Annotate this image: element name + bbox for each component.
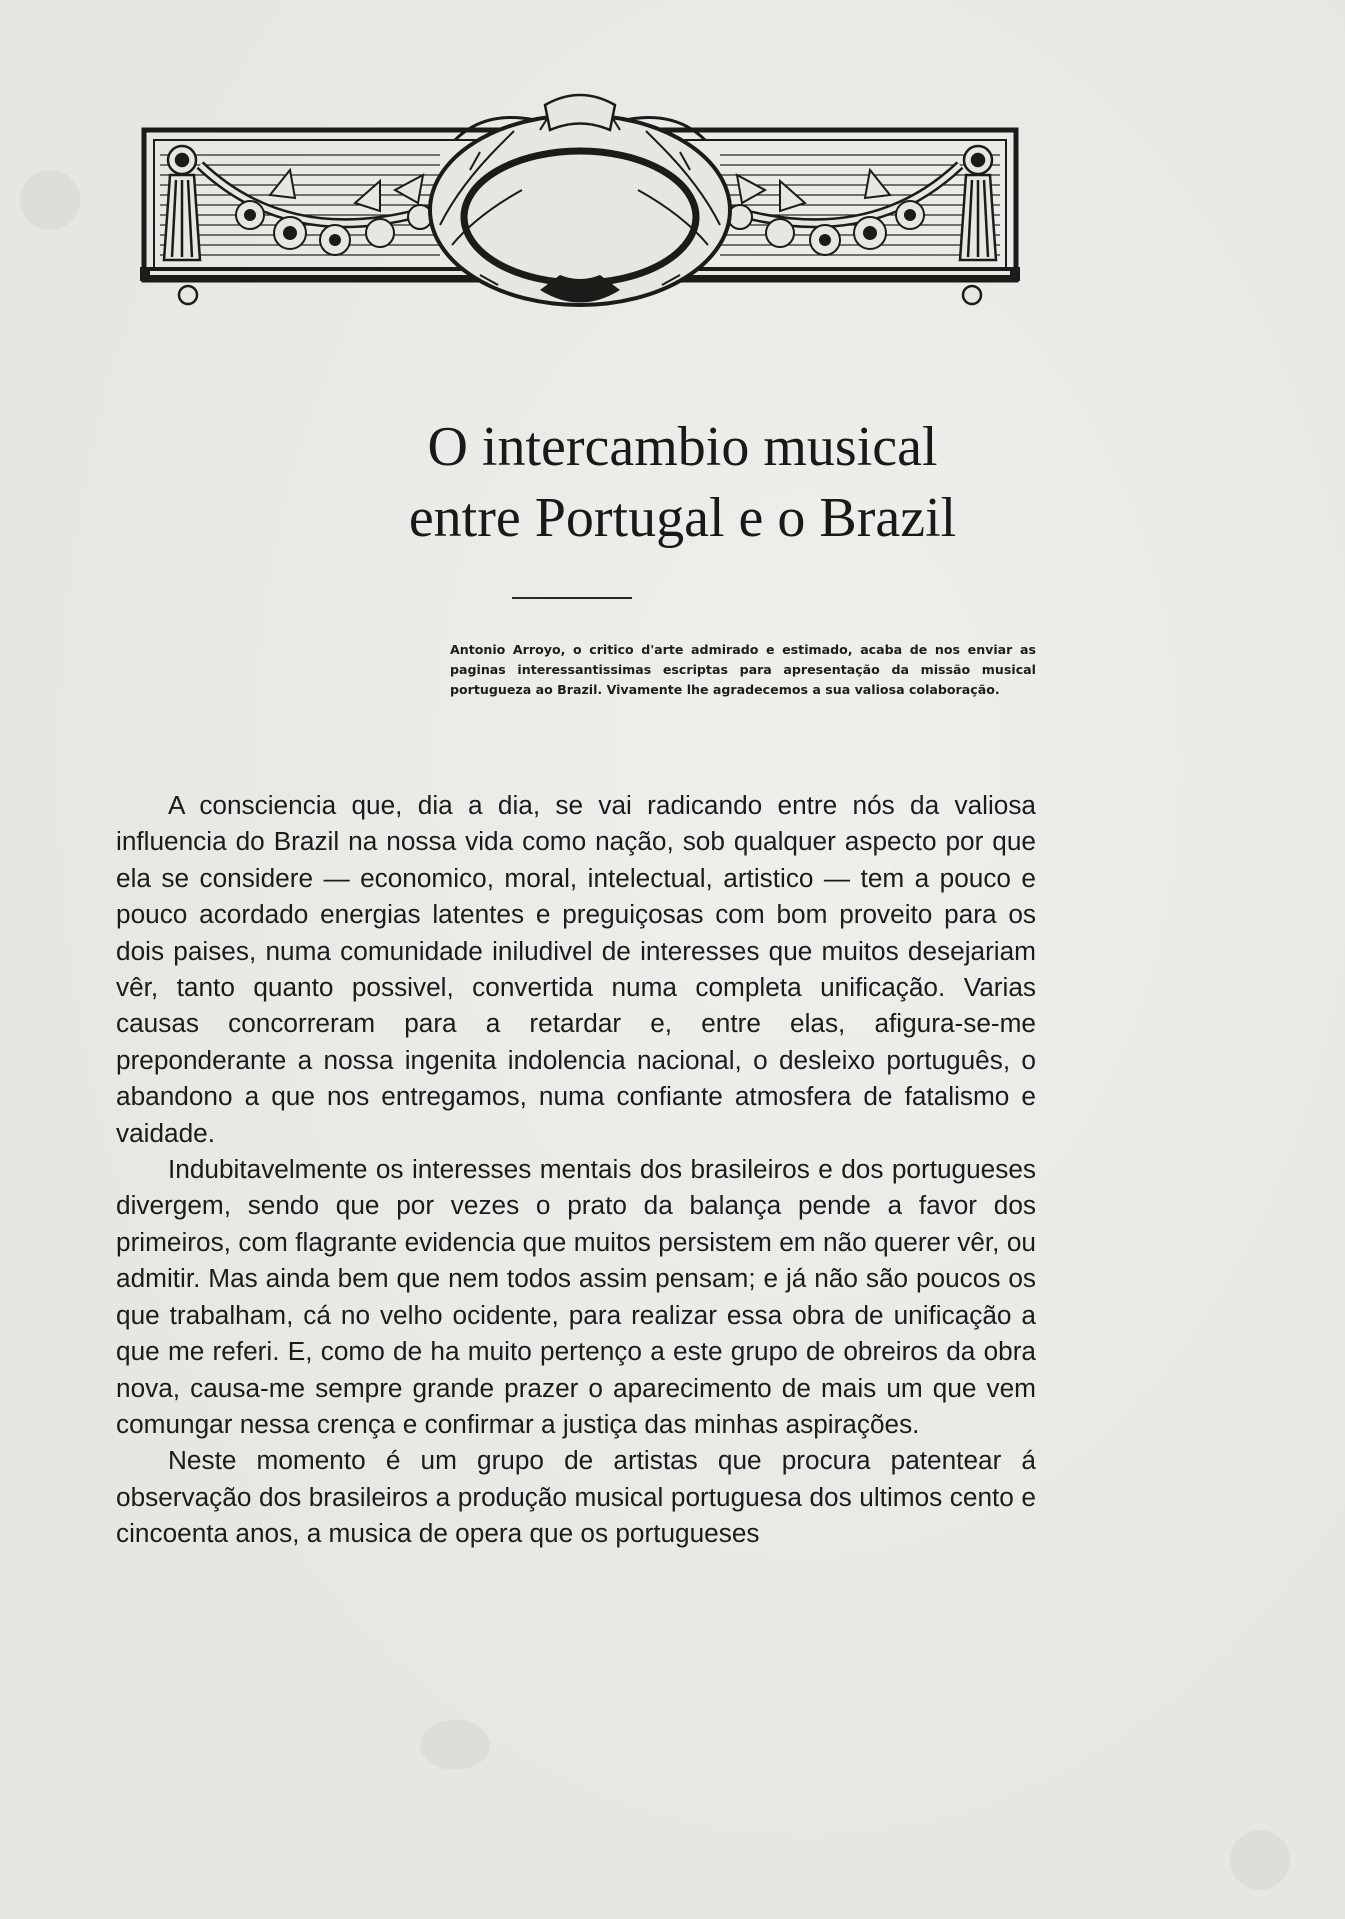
body-paragraph-3: Neste momento é um grupo de artistas que procura patentear á observação dos brasileiros a produção musical portuguesa dos ultimos cento e cincoenta anos, a musica de opera que os portugueses [116,1445,1036,1549]
article-title-line-2: entre Portugal e o Brazil [408,487,957,549]
editorial-intro: Antonio Arroyo, o critico d'arte admirado e estimado, acaba de nos enviar as paginas interessantissimas escriptas para apresentação da missão musical portugueza ao Brazil. Vivamente lhe agradecemos a sua valiosa colaboração. [450,642,1036,697]
body-paragraph-2: Indubitavelmente os interesses mentais dos brasileiros e dos portugueses divergem, sendo que por vezes o prato da balança pende a favor dos primeiros, com flagrante evidencia que muitos persistem em não querer vêr, ou admitir. Mas ainda bem que nem todos assim pensam; e já não são poucos os que trabalham, cá no velho ocidente, para realizar essa obra de unificação a que me referi. E, como de ha muito pertenço a este grupo de obreiros da obra nova, causa-me sempre grande prazer o aparecimento de mais um que vem comungar nessa crença e confirmar a justiça das minhas aspirações. [116,1154,1036,1439]
paper-stain [20,170,80,230]
body-paragraph-1: A consciencia que, dia a dia, se vai radicando entre nós da valiosa influencia do Brazil na nossa vida como nação, sob qualquer aspecto por que ela se considere — economico, moral, intelectual, artistico — tem a pouco e pouco acordado energias latentes e preguiçosas com bom proveito para os dois paises, numa comunidade iniludivel de interesses que muitos desejariam vêr, tanto quanto possivel, convertida numa completa unificação. Varias causas concorreram para a retardar e, entre elas, afigura-se-me preponderante a nossa ingenita indolencia nacional, o desleixo português, o abandono a que nos entregamos, numa confiante atmosfera de fatalismo e vaidade. [116,790,1036,1148]
ornament-header [140,85,1020,315]
title-divider [512,597,632,599]
article-body [116,787,1036,1552]
paper-stain [420,1720,490,1770]
paper-stain [1230,1830,1290,1890]
article-title-line-1: O intercambio musical [427,416,938,478]
